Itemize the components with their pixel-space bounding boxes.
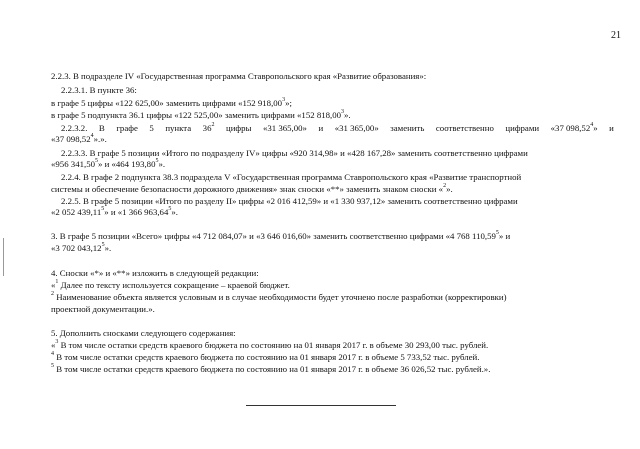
text: « — [51, 340, 56, 350]
text: » и «464 193,80 — [97, 159, 156, 169]
text: « — [51, 280, 56, 290]
word: «37 098,52 — [550, 123, 591, 133]
word: графе — [116, 123, 138, 133]
text: 3. В графе 5 позиции «Всего» цифры «4 712 084,07» и «3 646 016,60» заменить соответственно цифрами «4 768 110,59 — [51, 231, 496, 241]
column5-change-b-end: ». — [344, 110, 351, 120]
text: ».». — [93, 134, 107, 144]
paragraph-2-2-4-line1: 2.2.4. В графе 2 подпункта 38.3 подраздела V «Государственная программа Ставропольского края «Развитие транспортной — [61, 172, 522, 182]
footnote-ref: 2 — [211, 122, 215, 128]
text: ». — [104, 243, 112, 253]
column5-change-a-end: »; — [285, 98, 292, 108]
text: системы и обеспечение безопасности дорожного движения» знак сноски «**» заменить знаком сноски « — [51, 184, 444, 194]
word: » — [593, 123, 598, 133]
text: В том числе остатки средств краевого бюджета по состоянию на 01 января 2017 г. в объеме 36 026,52 тыс. рублей.». — [54, 364, 491, 374]
column5-change-a-text: в графе 5 цифры «122 625,00» заменить цифрами «152 918,00 — [51, 98, 283, 108]
word-with-sup — [203, 123, 215, 134]
text: Наименование объекта является условным и в случае необходимости будет уточнено после разработки (корректировки) — [54, 292, 507, 302]
paragraph-4: 4. Сноски «*» и «**» изложить в следующей редакции: — [51, 268, 259, 278]
footnote-ref: 5 — [101, 206, 105, 212]
closing-rule — [246, 405, 396, 406]
text: ». — [171, 207, 178, 217]
footnote-ref: 5 — [495, 230, 499, 236]
footnote-ref: 3 — [55, 339, 59, 345]
footnote-4 — [51, 352, 479, 363]
paragraph-2-2-3-3-line2 — [51, 159, 165, 170]
text: «37 098,52 — [51, 134, 91, 144]
footnote-ref: 2 — [51, 291, 54, 297]
footnote-5 — [51, 364, 490, 375]
word: «31 365,00» — [262, 123, 307, 133]
footnote-ref: 2 — [443, 183, 447, 189]
page-number: 21 — [611, 30, 621, 41]
text: Далее по тексту используется сокращение – краевой бюджет. — [58, 280, 290, 290]
word: В — [98, 123, 105, 133]
paragraph-5: 5. Дополнить сносками следующего содержания: — [51, 328, 236, 338]
paragraph-3-line1 — [51, 231, 510, 242]
word: 36 — [202, 123, 212, 133]
paragraph-2-2-3-1: 2.2.3.1. В пункте 36: — [61, 85, 137, 95]
text: «3 702 043,12 — [51, 243, 102, 253]
paragraph-2-2-3: 2.2.3. В подразделе IV «Государственная программа Ставропольского края «Развитие образования»: — [51, 71, 427, 81]
word: цифрами — [505, 123, 540, 133]
footnote-1 — [51, 280, 290, 291]
word: пункта — [165, 123, 192, 133]
word: заменить — [390, 123, 425, 133]
word: и — [318, 123, 324, 133]
paragraph-2-2-4-line2 — [51, 184, 453, 195]
footnote-ref: 3 — [282, 97, 286, 103]
footnote-ref: 4 — [90, 133, 94, 139]
text: ». — [158, 159, 166, 169]
column5-change-b — [51, 110, 351, 121]
paragraph-2-2-3-2-line2 — [51, 134, 107, 145]
word: 5 — [149, 123, 154, 133]
word-with-sup — [551, 123, 598, 134]
footnote-ref: 4 — [51, 351, 54, 357]
text: «956 341,50 — [51, 159, 95, 169]
text: » и «1 366 963,64 — [104, 207, 169, 217]
footnote-ref: 5 — [51, 363, 54, 369]
word: и — [609, 123, 614, 133]
text: » и — [498, 231, 511, 241]
footnote-ref: 5 — [168, 206, 172, 212]
footnote-2-line1 — [51, 292, 507, 303]
paragraph-2-2-3-2-line1 — [61, 123, 614, 134]
footnote-ref: 3 — [341, 109, 345, 115]
text: «2 052 439,11 — [51, 207, 102, 217]
paragraph-3-line2 — [51, 243, 111, 254]
footnote-ref: 4 — [590, 122, 594, 128]
word: соответственно — [435, 123, 494, 133]
footnote-3 — [51, 340, 488, 351]
text: В том числе остатки средств краевого бюджета по состоянию на 01 января 2017 г. в объеме 30 293,00 тыс. рублей. — [58, 340, 489, 350]
text: В том числе остатки средств краевого бюджета по состоянию на 01 января 2017 г. в объеме 5 733,52 тыс. рублей. — [54, 352, 480, 362]
paragraph-2-2-5-line2 — [51, 207, 178, 218]
margin-mark — [3, 238, 4, 276]
text: ». — [446, 184, 453, 194]
footnote-ref: 5 — [94, 158, 98, 164]
footnote-ref: 5 — [155, 158, 159, 164]
column5-change-a — [51, 98, 292, 109]
footnote-2-line2: проектной документации.». — [51, 304, 155, 314]
footnote-ref: 1 — [55, 279, 59, 285]
word: «31 365,00» — [334, 123, 379, 133]
word: цифры — [226, 123, 252, 133]
footnote-ref: 5 — [101, 242, 105, 248]
paragraph-2-2-5-line1: 2.2.5. В графе 5 позиции «Итого по разделу II» цифры «2 016 412,59» и «1 330 937,12» заменить соответственно цифрами — [61, 196, 518, 206]
paragraph-2-2-3-3-line1: 2.2.3.3. В графе 5 позиции «Итого по подразделу IV» цифры «920 314,98» и «428 167,28» заменить соответственно цифрами — [61, 148, 528, 158]
word: 2.2.3.2. — [61, 123, 88, 133]
column5-change-b-text: в графе 5 подпункта 36.1 цифры «122 525,00» заменить цифрами «152 818,00 — [51, 110, 342, 120]
